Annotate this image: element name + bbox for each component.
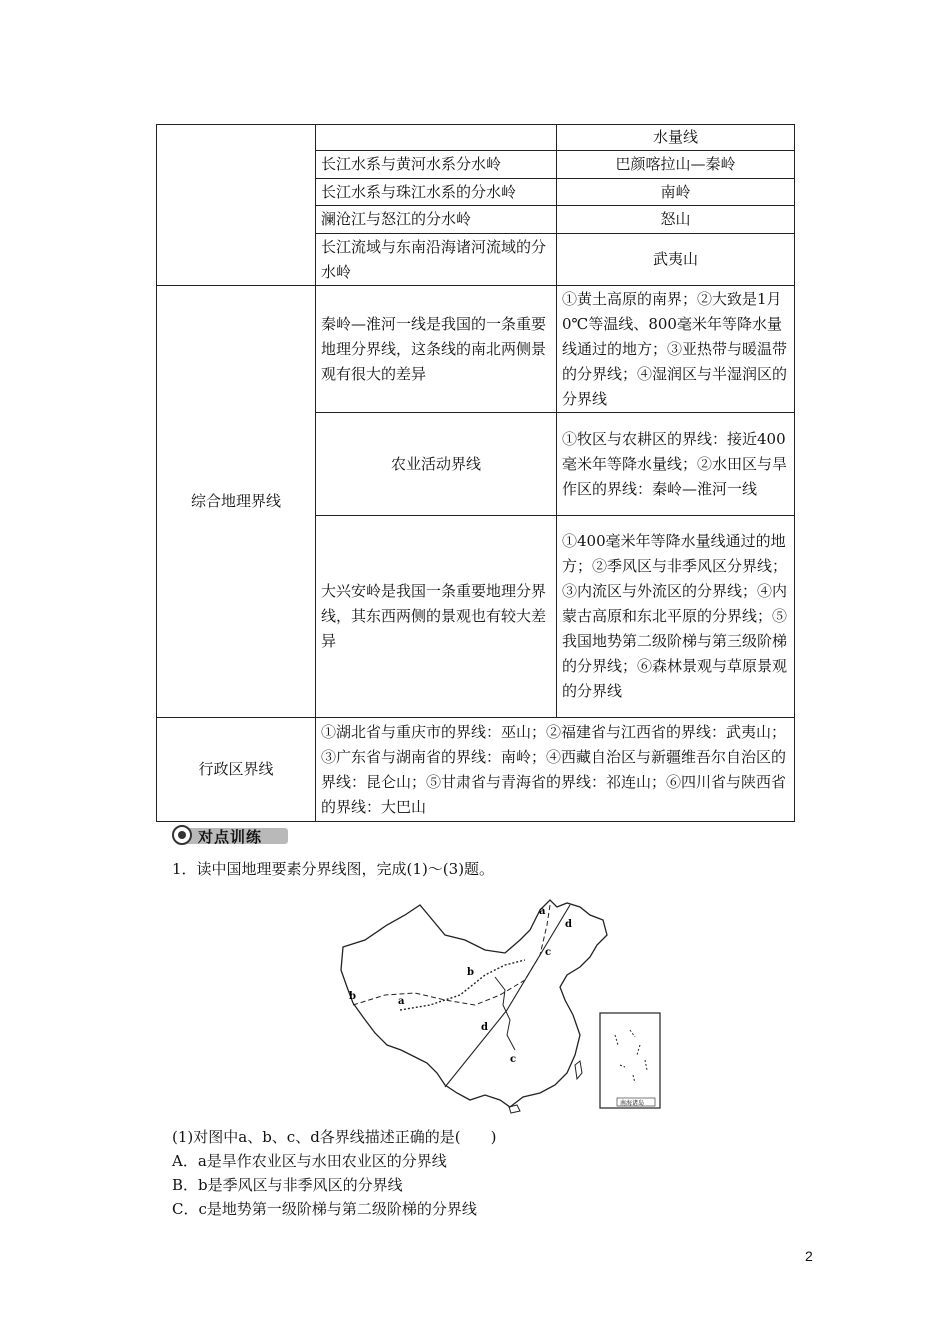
south-china-sea-inset	[600, 1013, 660, 1108]
map-label-d: d	[481, 1022, 488, 1033]
page-number: 2	[805, 1248, 813, 1264]
table-cell: ①400毫米年等降水量线通过的地方；②季风区与非季风区分界线；③内流区与外流区的分界线；④内蒙古高原和东北平原的分界线；⑤我国地势第二级阶梯与第三级阶梯的分界线；⑥森林景观与草原景观的分界线	[557, 516, 795, 718]
map-label-c: c	[510, 1054, 517, 1065]
boundary-line-d	[445, 905, 570, 1087]
table-cell: 怒山	[557, 206, 795, 234]
section-badge-label: 对点训练	[198, 828, 263, 846]
map-label-a: a	[398, 996, 405, 1007]
section-badge	[172, 825, 288, 847]
option-c: C．c是地势第一级阶梯与第二级阶梯的分界线	[172, 1200, 477, 1218]
target-icon	[172, 825, 192, 845]
table-cell: 武夷山	[557, 234, 795, 286]
hainan-island	[509, 1105, 520, 1113]
table-cell-empty	[316, 125, 557, 151]
table-cell: ①湖北省与重庆市的界线：巫山；②福建省与江西省的界线：武夷山；③广东省与湖南省的界线：南岭；④西藏自治区与新疆维吾尔自治区的界线：昆仑山；⑤甘肃省与青海省的界线：祁连山；⑥四川省与陕西省的界线：大巴山	[316, 718, 795, 822]
china-boundary-map	[335, 895, 665, 1115]
option-a: A．a是旱作农业区与水田农业区的分界线	[172, 1152, 447, 1170]
table-cell-empty	[157, 125, 316, 286]
table-cell: 南岭	[557, 179, 795, 206]
map-label-b: b	[349, 991, 356, 1002]
boundary-line-c	[495, 977, 515, 1050]
table-cell: 长江水系与黄河水系分水岭	[316, 151, 557, 179]
taiwan-island	[575, 1061, 582, 1079]
boundary-line-a-dashed	[353, 905, 550, 1005]
table-cell: 巴颜喀拉山—秦岭	[557, 151, 795, 179]
geo-boundary-table	[156, 124, 795, 822]
map-label-a: a	[539, 906, 546, 917]
map-label-d: d	[565, 919, 572, 930]
option-b: B．b是季风区与非季风区的分界线	[172, 1176, 403, 1194]
inset-caption: 南海诸岛	[620, 1100, 645, 1107]
table-cell: ①牧区与农耕区的界线：接近400毫米年等降水量线；②水田区与旱作区的界线：秦岭—淮河一线	[557, 413, 795, 516]
table-cell: 水量线	[557, 125, 795, 151]
table-cell: 长江水系与珠江水系的分水岭	[316, 179, 557, 206]
sub-question-1: (1)对图中a、b、c、d各界线描述正确的是( )	[172, 1128, 497, 1146]
map-label-c: c	[545, 947, 552, 958]
question-1: 1．读中国地理要素分界线图，完成(1)～(3)题。	[172, 860, 495, 878]
table-cell: 农业活动界线	[316, 413, 557, 516]
table-cell: 大兴安岭是我国一条重要地理分界线，其东西两侧的景观也有较大差异	[316, 516, 557, 718]
table-cell: 秦岭—淮河一线是我国的一条重要地理分界线，这条线的南北两侧景观有很大的差异	[316, 286, 557, 413]
china-outline	[341, 900, 607, 1107]
row-header-synthetic-boundary: 综合地理界线	[157, 286, 316, 718]
table-cell: ①黄土高原的南界；②大致是1月0℃等温线、800毫米年等降水量线通过的地方；③亚热带与暖温带的分界线；④湿润区与半湿润区的分界线	[557, 286, 795, 413]
table-cell: 长江流域与东南沿海诸河流域的分水岭	[316, 234, 557, 286]
row-header-admin-boundary: 行政区界线	[157, 718, 316, 822]
table-cell: 澜沧江与怒江的分水岭	[316, 206, 557, 234]
map-label-b: b	[467, 967, 474, 978]
